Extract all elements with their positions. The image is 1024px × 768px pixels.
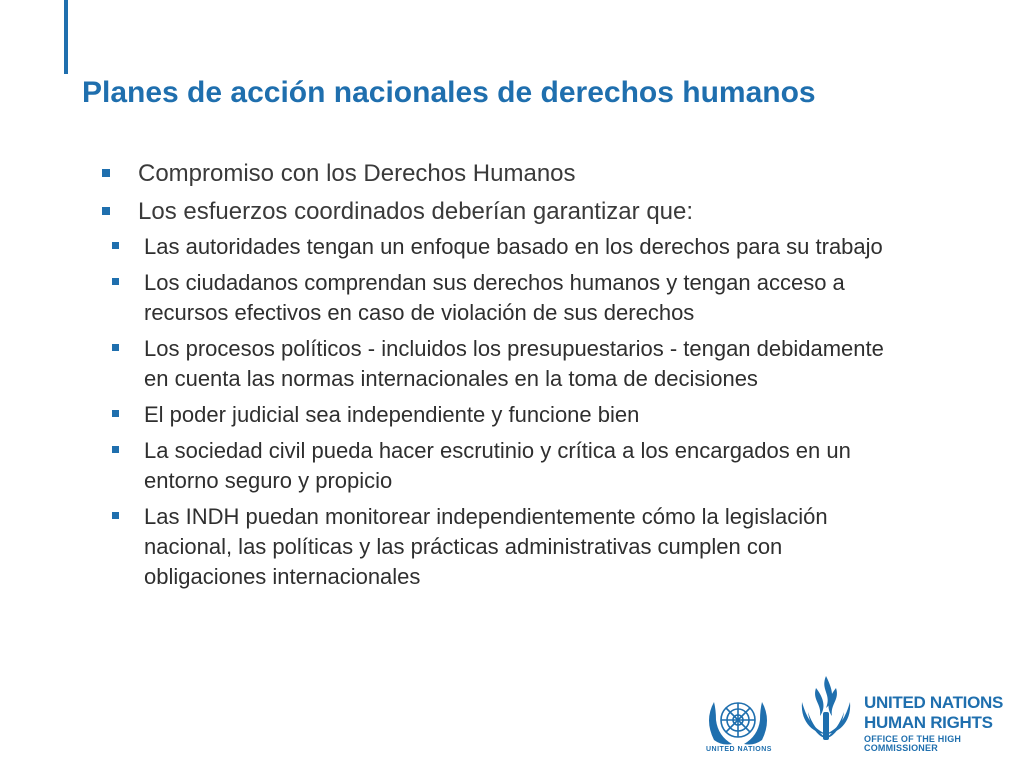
ohchr-line-1: UNITED NATIONS xyxy=(864,693,1004,712)
sub-bullet-text: Las autoridades tengan un enfoque basado en los derechos para su trabajo xyxy=(144,234,883,259)
sub-bullet-item xyxy=(100,502,894,592)
sub-bullet-item xyxy=(100,400,894,430)
bullet-list xyxy=(100,158,980,592)
sub-bullet-text: El poder judicial sea independiente y funcione bien xyxy=(144,402,640,427)
bullet-text: Los esfuerzos coordinados deberían garantizar que: xyxy=(138,198,694,225)
ohchr-line-2: HUMAN RIGHTS xyxy=(864,713,993,732)
square-bullet-icon xyxy=(112,278,119,285)
ohchr-logo-text xyxy=(864,694,1024,753)
ohchr-line-3: OFFICE OF THE HIGH COMMISSIONER xyxy=(864,734,962,753)
sub-bullet-text: Los procesos políticos - incluidos los presupuestarios - tengan debidamente en cuenta las normas internacionales en la toma de decisiones xyxy=(144,336,884,391)
square-bullet-icon xyxy=(112,242,119,249)
slide-content xyxy=(100,158,980,598)
un-emblem-icon xyxy=(700,690,776,768)
sub-bullet-item xyxy=(100,334,894,394)
flame-emblem-icon xyxy=(796,672,856,752)
slide-title: Planes de acción nacionales de derechos humanos xyxy=(82,76,816,109)
sub-bullet-item xyxy=(100,436,894,496)
square-bullet-icon xyxy=(102,169,110,177)
square-bullet-icon xyxy=(112,344,119,351)
un-logo-label: UNITED NATIONS xyxy=(706,746,772,753)
sub-bullet-text: La sociedad civil pueda hacer escrutinio y crítica a los encargados en un entorno seguro y propicio xyxy=(144,438,851,493)
title-accent-bar xyxy=(64,0,68,74)
square-bullet-icon xyxy=(112,446,119,453)
sub-bullet-list xyxy=(100,232,980,592)
bullet-item xyxy=(100,196,980,592)
bullet-text: Compromiso con los Derechos Humanos xyxy=(138,160,576,187)
square-bullet-icon xyxy=(112,410,119,417)
sub-bullet-text: Los ciudadanos comprendan sus derechos humanos y tengan acceso a recursos efectivos en caso de violación de sus derechos xyxy=(144,270,845,325)
square-bullet-icon xyxy=(102,207,110,215)
sub-bullet-text: Las INDH puedan monitorear independientemente cómo la legislación nacional, las políticas y las prácticas administrativas cumplen con obligaciones internacionales xyxy=(144,504,828,589)
sub-bullet-item xyxy=(100,232,894,262)
square-bullet-icon xyxy=(112,512,119,519)
sub-bullet-item xyxy=(100,268,894,328)
bullet-item xyxy=(100,158,980,190)
